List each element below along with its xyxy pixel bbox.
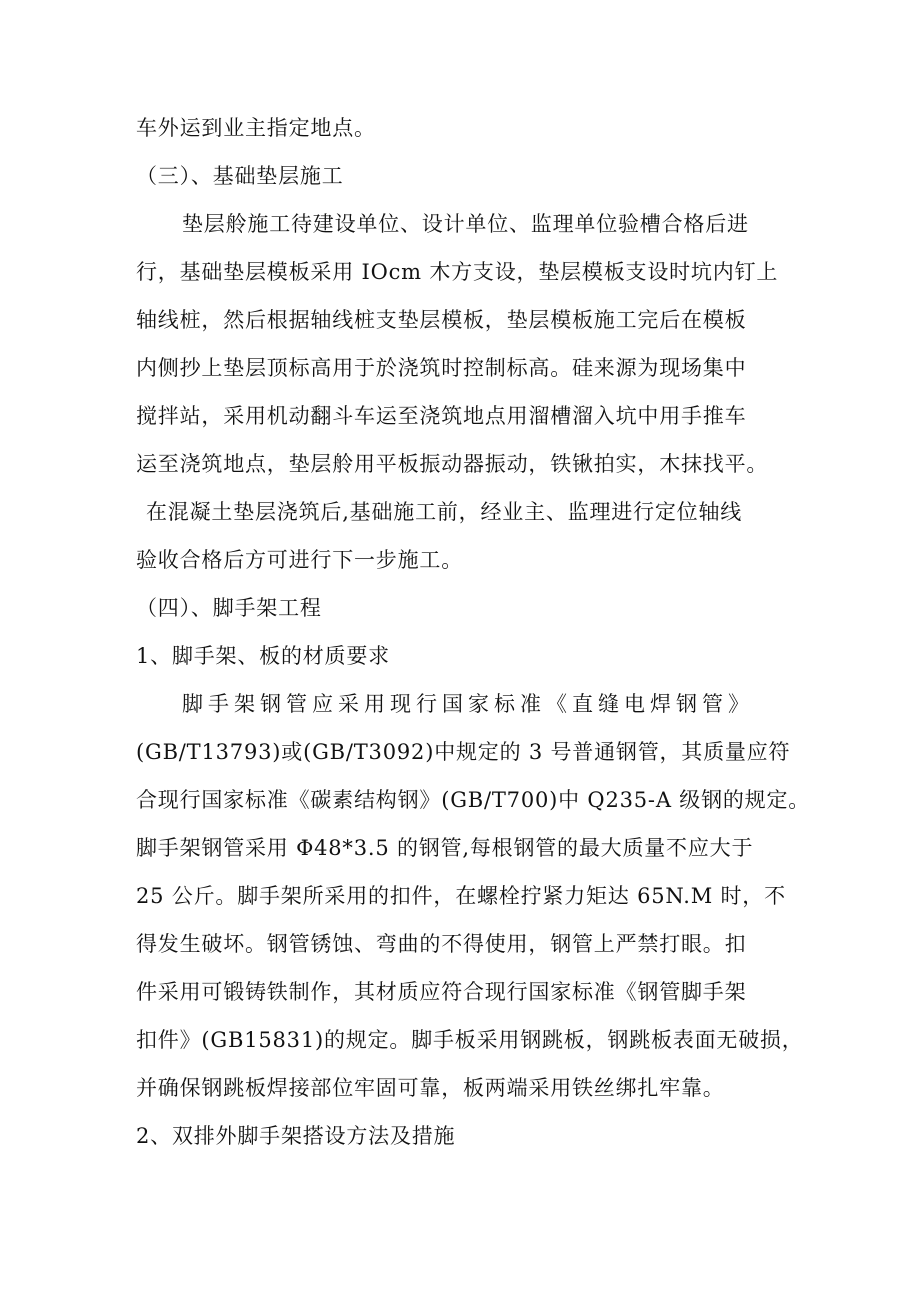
paragraph-line: 搅拌站，采用机动翻斗车运至浇筑地点用溜槽溜入坑中用手推车 <box>136 404 747 428</box>
paragraph-line: 件采用可锻铸铁制作，其材质应符合现行国家标准《钢管脚手架 <box>136 980 747 1004</box>
subsection-heading: 1、脚手架、板的材质要求 <box>136 644 390 668</box>
paragraph-line: 合现行国家标准《碳素结构钢》(GB/T700)中 Q235-A 级钢的规定。 <box>136 788 811 812</box>
section-heading: （四）、脚手架工程 <box>136 596 322 620</box>
paragraph-line: 在混凝土垫层浇筑后,基础施工前，经业主、监理进行定位轴线 <box>146 500 743 524</box>
paragraph-line: 运至浇筑地点，垫层舲用平板振动器振动，铁锹拍实，木抹找平。 <box>136 452 769 476</box>
paragraph-line: 轴线桩，然后根据轴线桩支垫层模板，垫层模板施工完后在模板 <box>136 308 747 332</box>
paragraph-line: 脚手架钢管应采用现行国家标准《直缝电焊钢管》 <box>182 692 754 716</box>
paragraph-line: 脚手架钢管采用 Φ48*3.5 的钢管,每根钢管的最大质量不应大于 <box>136 836 754 860</box>
paragraph-line: 扣件》(GB15831)的规定。脚手板采用钢跳板，钢跳板表面无破损， <box>136 1028 804 1052</box>
paragraph-line: 垫层舲施工待建设单位、设计单位、监理单位验槽合格后进 <box>182 212 749 236</box>
paragraph-line: 车外运到业主指定地点。 <box>136 116 376 140</box>
paragraph-line: 行，基础垫层模板采用 IOcm 木方支设，垫层模板支设时坑内钉上 <box>136 260 779 284</box>
subsection-heading: 2、双排外脚手架搭设方法及措施 <box>136 1124 456 1148</box>
section-heading: （三）、基础垫层施工 <box>136 164 344 188</box>
paragraph-line: (GB/T13793)或(GB/T3092)中规定的 3 号普通钢管，其质量应符 <box>136 740 791 764</box>
paragraph-line: 25 公斤。脚手架所采用的扣件，在螺栓拧紧力矩达 65N.M 时，不 <box>136 884 786 908</box>
paragraph-line: 验收合格后方可进行下一步施工。 <box>136 548 463 572</box>
paragraph-line: 内侧抄上垫层顶标高用于於浇筑时控制标高。硅来源为现场集中 <box>136 356 747 380</box>
paragraph-line: 得发生破坏。钢管锈蚀、弯曲的不得使用，钢管上严禁打眼。扣 <box>136 932 747 956</box>
paragraph-line: 并确保钢跳板焊接部位牢固可靠，板两端采用铁丝绑扎牢靠。 <box>136 1076 725 1100</box>
